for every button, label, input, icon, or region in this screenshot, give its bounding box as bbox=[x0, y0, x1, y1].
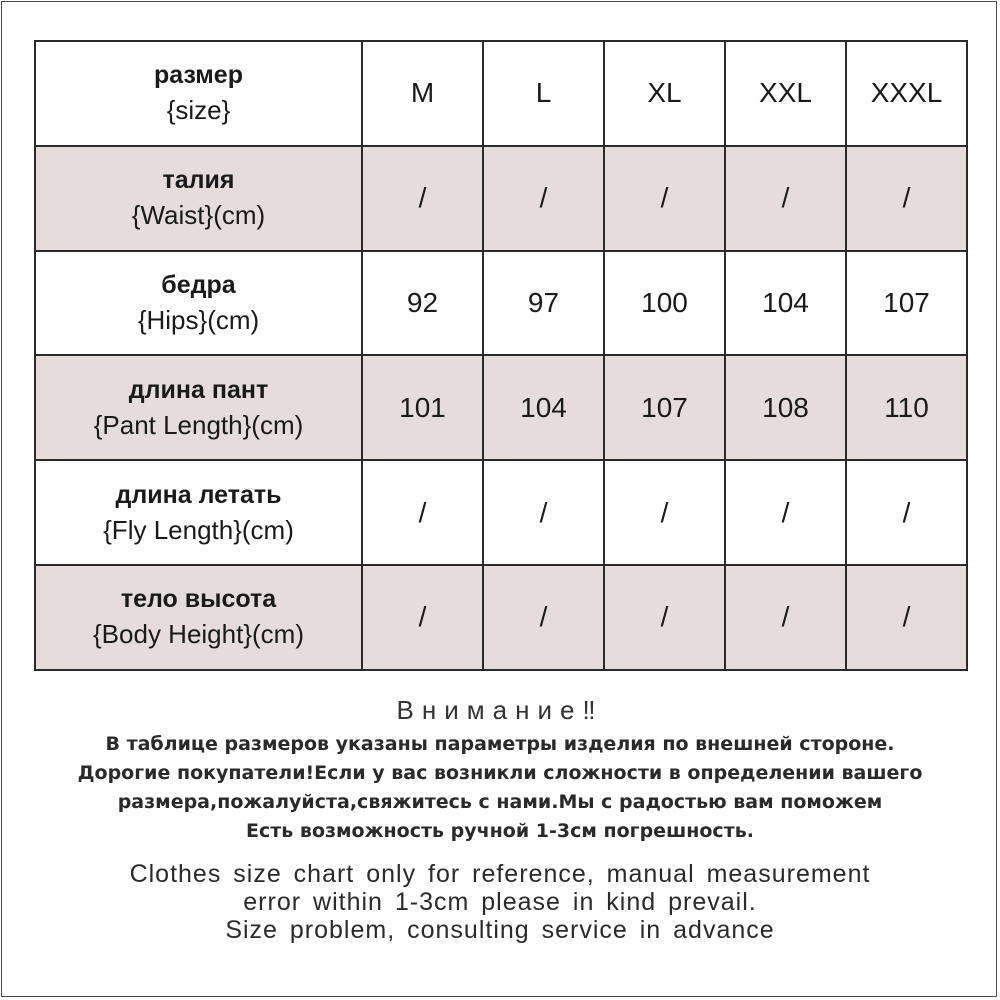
pant-length-value-m: 101 bbox=[362, 355, 483, 460]
fly-length-row bbox=[35, 460, 967, 565]
size-label-en: {size} bbox=[166, 95, 231, 126]
body-height-row bbox=[35, 565, 967, 670]
en-note-line-1: Clothes size chart only for reference, manual measurement bbox=[129, 860, 871, 888]
size-label-ru: размер bbox=[154, 61, 243, 90]
size-header-xxl: XXL bbox=[725, 41, 846, 146]
size-header-l: L bbox=[483, 41, 604, 146]
en-note-block bbox=[0, 860, 1000, 944]
pant-length-value-l: 104 bbox=[483, 355, 604, 460]
fly-length-label-ru: длина летать bbox=[115, 480, 282, 509]
body-height-label-ru: тело высота bbox=[120, 585, 277, 614]
body-height-value-xl: / bbox=[604, 565, 725, 670]
body-height-value-xxxl: / bbox=[846, 565, 967, 670]
fly-length-value-xxl: / bbox=[725, 460, 846, 565]
header-row bbox=[35, 41, 967, 146]
fly-length-value-l: / bbox=[483, 460, 604, 565]
en-note-line-2: error within 1-3cm please in kind prevail. bbox=[243, 888, 757, 916]
notes-section bbox=[0, 690, 1000, 944]
ru-note-line-4: Есть возможность ручной 1-3см погрешность. bbox=[246, 820, 754, 842]
size-header-m: M bbox=[362, 41, 483, 146]
size-label-cell bbox=[35, 41, 362, 146]
attention-heading: Внимание‼ bbox=[396, 695, 604, 725]
hips-value-m: 92 bbox=[362, 251, 483, 356]
hips-label-cell bbox=[35, 251, 362, 356]
waist-label-en: {Waist}(cm) bbox=[131, 200, 266, 231]
hips-value-xxxl: 107 bbox=[846, 251, 967, 356]
hips-value-l: 97 bbox=[483, 251, 604, 356]
pant-length-row bbox=[35, 355, 967, 460]
waist-value-l: / bbox=[483, 146, 604, 251]
body-height-value-m: / bbox=[362, 565, 483, 670]
size-header-xl: XL bbox=[604, 41, 725, 146]
ru-note-line-1: В таблице размеров указаны параметры изделия по внешней стороне. bbox=[105, 733, 895, 755]
fly-length-value-xl: / bbox=[604, 460, 725, 565]
waist-label-cell bbox=[35, 146, 362, 251]
waist-row bbox=[35, 146, 967, 251]
pant-length-value-xxxl: 110 bbox=[846, 355, 967, 460]
waist-value-xxl: / bbox=[725, 146, 846, 251]
waist-label-ru: талия bbox=[162, 166, 235, 195]
fly-length-label-en: {Fly Length}(cm) bbox=[103, 514, 294, 545]
waist-value-xxxl: / bbox=[846, 146, 967, 251]
size-chart-table bbox=[34, 40, 968, 671]
size-header-xxxl: XXXL bbox=[846, 41, 967, 146]
hips-label-en: {Hips}(cm) bbox=[137, 304, 260, 335]
en-note-line-3: Size problem, consulting service in advance bbox=[225, 916, 775, 944]
fly-length-label-cell bbox=[35, 460, 362, 565]
ru-note-line-3: размера,пожалуйста,свяжитесь с нами.Мы с радостью вам поможем bbox=[117, 791, 883, 813]
hips-value-xl: 100 bbox=[604, 251, 725, 356]
pant-length-value-xxl: 108 bbox=[725, 355, 846, 460]
pant-length-value-xl: 107 bbox=[604, 355, 725, 460]
pant-length-label-cell bbox=[35, 355, 362, 460]
ru-note-line-2: Дорогие покупатели!Если у вас возникли сложности в определении вашего bbox=[77, 762, 923, 784]
body-height-value-l: / bbox=[483, 565, 604, 670]
waist-value-xl: / bbox=[604, 146, 725, 251]
body-height-value-xxl: / bbox=[725, 565, 846, 670]
hips-label-ru: бедра bbox=[161, 270, 236, 299]
waist-value-m: / bbox=[362, 146, 483, 251]
fly-length-value-xxxl: / bbox=[846, 460, 967, 565]
body-height-label-cell bbox=[35, 565, 362, 670]
hips-row bbox=[35, 251, 967, 356]
body-height-label-en: {Body Height}(cm) bbox=[93, 619, 304, 650]
hips-value-xxl: 104 bbox=[725, 251, 846, 356]
pant-length-label-en: {Pant Length}(cm) bbox=[93, 409, 304, 440]
fly-length-value-m: / bbox=[362, 460, 483, 565]
pant-length-label-ru: длина пант bbox=[128, 375, 269, 404]
